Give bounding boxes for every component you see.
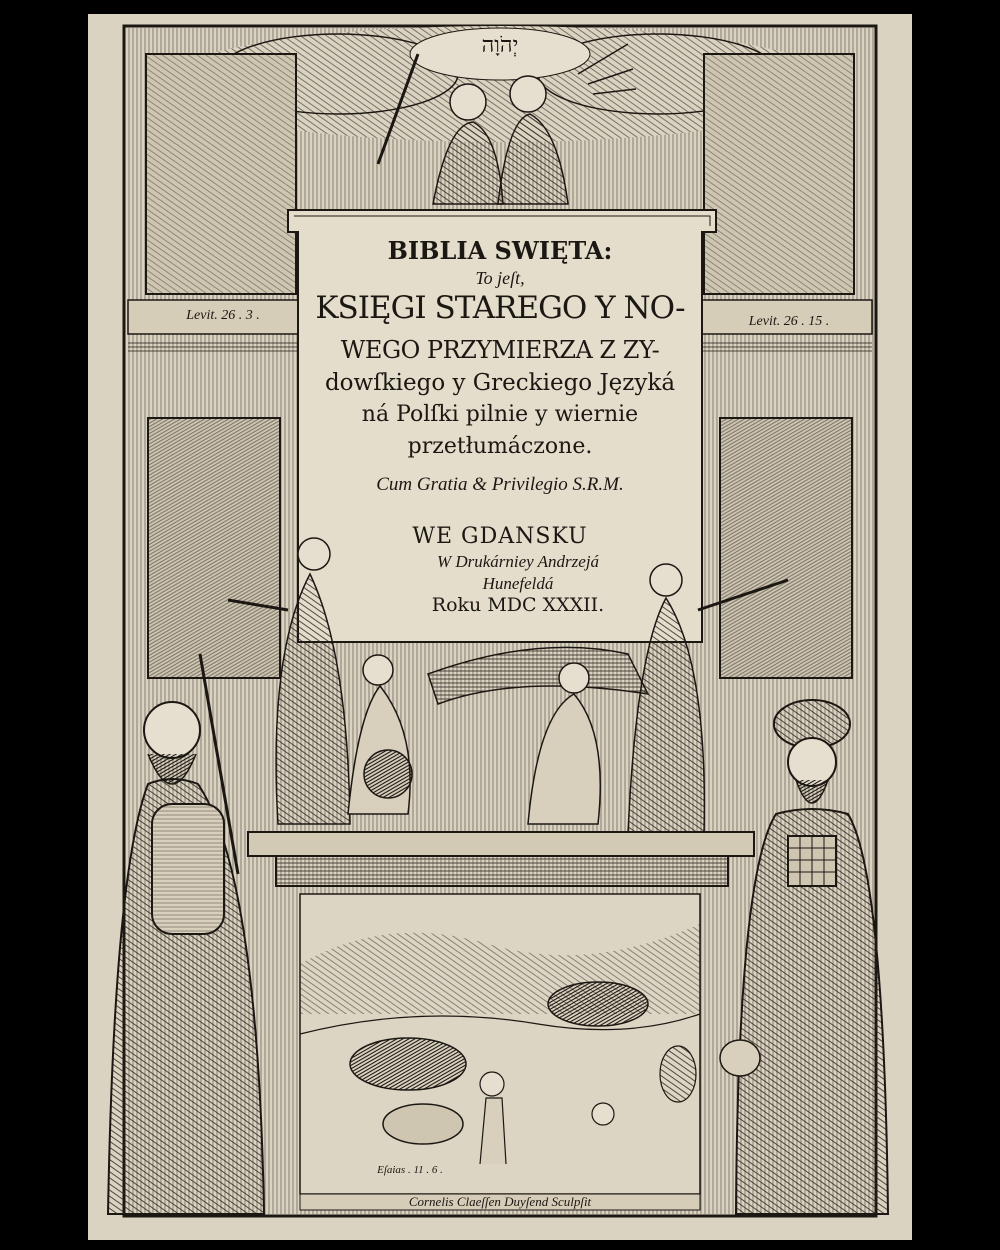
reference-right: Levit. 26 . 15 . <box>748 314 830 329</box>
title-line-2: WEGO PRZYMIERZA Z ZY- <box>340 336 660 364</box>
title-biblia-swieta: BIBLIA SWIĘTA: <box>387 236 613 265</box>
title-line-1: KSIĘGI STAREGO Y NO- <box>315 290 685 326</box>
ledge <box>248 832 754 856</box>
title-line-3: dowſkiego y Greckiego Języká <box>324 370 676 396</box>
printer-line-2: Hunefeldá <box>482 574 554 593</box>
engraver-signature: Cornelis Claeſſen Duyſend Sculpſit <box>408 1194 592 1209</box>
globe <box>364 750 412 798</box>
lion <box>383 1104 463 1144</box>
ox <box>350 1038 466 1090</box>
year-line: Roku MDC XXXII. <box>431 594 605 616</box>
title-to-jest: To jeſt, <box>475 268 525 288</box>
engraved-title-page <box>88 14 912 1240</box>
reference-left: Levit. 26 . 3 . <box>186 308 260 323</box>
title-line-4: ná Polſki pilnie y wiernie <box>361 402 639 427</box>
bear <box>660 1046 696 1102</box>
engraving-illustration <box>88 14 912 1240</box>
hebrew-divine-name: יְהֹוָה <box>481 33 519 58</box>
printer-line-1: W Drukárniey Andrzejá <box>436 552 600 571</box>
censer <box>720 1040 760 1076</box>
city-line: WE GDANSKU <box>412 524 588 549</box>
title-line-5: przetłumáczone. <box>407 434 593 459</box>
reference-bottom: Eſaias . 11 . 6 . <box>377 1164 443 1176</box>
privilege-line: Cum Gratia & Privilegio S.R.M. <box>376 474 624 495</box>
cow <box>548 982 648 1026</box>
